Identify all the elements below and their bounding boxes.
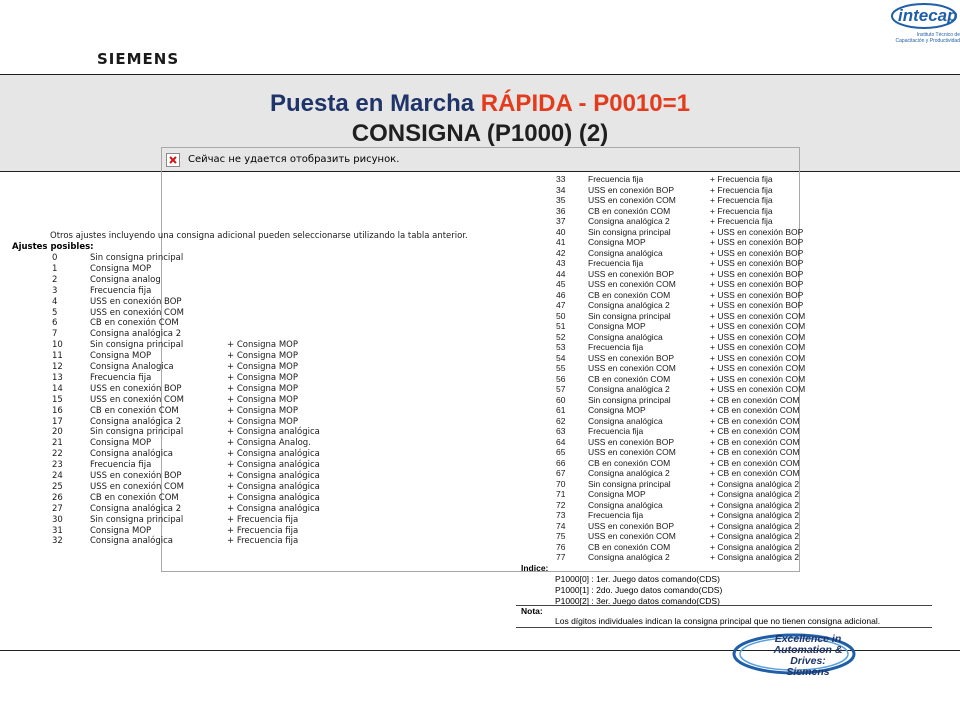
row-num: 57 [556,384,566,394]
row-extra: + Consigna MOP [227,372,298,383]
row-num: 54 [556,352,566,363]
row-extra: + USS en conexión COM [710,373,806,384]
excellence-line3: Siemens [786,666,830,678]
row-num: 3 [52,285,58,296]
row-desc: Sin consigna principal [588,394,671,405]
row-num: 36 [556,205,566,216]
row-desc: Frecuencia fija [90,460,152,471]
row-extra: + Consigna MOP [227,362,298,372]
siemens-logo: SIEMENS [97,50,180,68]
row-extra: + Frecuencia fija [227,525,299,536]
row-extra: + Consigna analógica [227,460,320,471]
row-extra: + CB en conexión COM [710,468,800,478]
row-num: 45 [556,279,566,289]
nota-divider-bottom [516,627,932,628]
row-num: 40 [556,226,566,237]
row-extra: + USS en conexión COM [710,363,806,373]
row-extra: + Consigna analógica 2 [710,552,800,562]
row-extra: + Frecuencia fija [227,514,299,525]
title-part2: RÁPIDA - P0010=1 [480,90,690,117]
row-num: 35 [556,195,566,205]
row-num: 51 [556,321,566,331]
row-extra: + USS en conexión BOP [710,247,804,258]
row-desc: Consigna MOP [90,438,152,449]
row-num: 44 [556,268,566,279]
row-num: 30 [52,514,63,525]
row-extra: + Consigna analógica 2 [710,489,800,499]
row-num: 24 [52,471,63,481]
row-num: 75 [556,531,566,541]
row-desc: Consigna analógica [588,415,663,426]
row-num: 53 [556,342,566,352]
row-extra: + CB en conexión COM [710,436,800,447]
row-desc: CB en conexión COM [90,492,179,503]
row-desc: CB en conexión COM [90,318,179,329]
row-extra: + USS en conexión COM [710,352,806,363]
row-extra: + Consigna MOP [227,405,298,416]
row-desc: Frecuencia fija [588,258,644,268]
row-desc: USS en conexión BOP [588,352,674,363]
row-num: 4 [52,296,58,307]
row-num: 33 [556,174,566,184]
row-desc: USS en conexión COM [588,279,676,289]
row-desc: USS en conexión BOP [588,520,674,531]
row-extra: + USS en conexión COM [710,331,806,342]
row-num: 27 [52,503,63,514]
row-extra: + Consigna MOP [227,383,298,394]
row-desc: USS en conexión COM [588,195,676,205]
row-num: 17 [52,416,63,427]
row-extra: + CB en conexión COM [710,394,800,405]
intecap-wordmark: intecap [898,6,958,25]
row-desc: Frecuencia fija [588,510,644,520]
intecap-logo [890,2,960,60]
row-desc: Consigna analógica 2 [90,416,182,427]
indice-item: P1000[0] : 1er. Juego datos comando(CDS) [555,574,720,584]
row-num: 20 [52,427,63,438]
row-extra: + Consigna MOP [227,394,298,405]
row-desc: CB en conexión COM [90,405,179,416]
row-extra: + Frecuencia fija [710,205,773,216]
row-num: 21 [52,438,63,449]
row-desc: USS en conexión COM [90,394,185,405]
row-extra: + USS en conexión BOP [710,237,804,247]
row-num: 65 [556,447,566,457]
row-num: 22 [52,449,63,460]
row-desc: Consigna analógica 2 [588,384,670,394]
row-desc: Consigna MOP [588,321,646,331]
row-desc: Consigna analógica 2 [90,503,182,514]
row-extra: + Frecuencia fija [710,174,773,184]
row-num: 71 [556,489,566,499]
row-num: 41 [556,237,566,247]
row-num: 67 [556,468,566,478]
row-num: 1 [52,263,58,274]
row-num: 42 [556,247,566,258]
row-desc: Consigna MOP [90,525,152,536]
row-desc: Consigna MOP [90,263,152,274]
row-desc: USS en conexión BOP [90,383,182,394]
row-extra: + USS en conexión BOP [710,268,804,279]
row-desc: Frecuencia fija [90,285,152,296]
row-desc: USS en conexión COM [90,307,185,318]
row-desc: USS en conexión BOP [588,436,674,447]
row-desc: USS en conexión BOP [588,268,674,279]
row-desc: Consigna analógica 2 [588,468,670,478]
row-extra: + Consigna MOP [227,340,298,351]
row-extra: + Consigna MOP [227,351,298,362]
row-desc: Consigna MOP [588,489,646,499]
row-desc: Consigna analógica [90,536,174,547]
row-num: 62 [556,415,566,426]
row-desc: Consigna analógica 2 [588,552,670,562]
row-desc: USS en conexión COM [588,531,676,541]
row-desc: CB en conexión COM [588,457,671,468]
row-desc: Sin consigna principal [90,514,184,525]
row-desc: Consigna analógica [90,449,174,460]
row-num: 15 [52,394,63,405]
row-desc: CB en conexión COM [588,289,671,300]
row-extra: + Consigna analógica 2 [710,541,800,552]
row-desc: Consigna MOP [588,237,646,247]
row-desc: CB en conexión COM [588,205,671,216]
row-extra: + Consigna analógica [227,471,320,481]
row-extra: + Consigna analógica 2 [710,478,800,489]
row-extra: + Frecuencia fija [710,195,773,205]
excellence-text [760,634,856,678]
row-extra: + CB en conexión COM [710,415,800,426]
row-num: 52 [556,331,566,342]
row-desc: Sin consigna principal [90,253,184,263]
row-extra: + CB en conexión COM [710,426,800,436]
row-extra: + Consigna analógica [227,427,320,438]
table-intro: Otros ajustes incluyendo una consigna adicional pueden seleccionarse utilizando la tabla anterior. [50,231,468,241]
row-desc: USS en conexión BOP [90,471,182,481]
row-num: 73 [556,510,566,520]
ajustes-label: Ajustes posibles: [12,242,94,252]
row-num: 72 [556,499,566,510]
row-extra: + Consigna Analog. [227,438,311,449]
slide-subtitle: CONSIGNA (P1000) (2) [351,120,609,147]
row-num: 56 [556,373,566,384]
row-extra: + Consigna analógica [227,481,320,492]
row-num: 31 [52,525,63,536]
excellence-logo [728,632,858,676]
row-num: 23 [52,460,63,471]
row-extra: + Consigna analógica 2 [710,510,800,520]
row-desc: Sin consigna principal [588,310,671,321]
excellence-line2: Automation & Drives: [773,644,843,667]
row-extra: + USS en conexión COM [710,321,806,331]
row-desc: Consigna MOP [90,351,152,362]
row-extra: + Consigna analógica 2 [710,499,800,510]
row-desc: Consigna analógica [588,247,663,258]
row-extra: + Consigna analógica 2 [710,520,800,531]
nota-divider-top [516,605,932,606]
row-num: 7 [52,329,58,340]
row-desc: Consigna analógica [588,331,663,342]
row-num: 0 [52,253,58,263]
row-extra: + USS en conexión BOP [710,300,804,310]
row-num: 77 [556,552,566,562]
row-desc: Consigna analógica 2 [588,300,670,310]
row-extra: + CB en conexión COM [710,405,800,415]
row-extra: + USS en conexión COM [710,342,806,352]
row-num: 64 [556,436,566,447]
row-num: 14 [52,383,63,394]
row-desc: Consigna Analogica [90,362,174,372]
row-num: 25 [52,481,63,492]
row-desc: Frecuencia fija [588,342,644,352]
row-desc: Sin consigna principal [90,427,184,438]
row-extra: + USS en conexión BOP [710,289,804,300]
row-num: 46 [556,289,566,300]
intecap-subtitle: Instituto Técnico de Capacitación y Productividad [895,32,960,44]
row-desc: Consigna analógica 2 [588,216,670,226]
row-num: 26 [52,492,63,503]
indice-item: P1000[2] : 3er. Juego datos comando(CDS) [555,596,720,606]
row-extra: + Consigna analógica [227,503,320,514]
row-extra: + USS en conexión BOP [710,279,804,289]
row-extra: + Frecuencia fija [227,536,299,547]
row-desc: USS en conexión COM [588,363,676,373]
row-desc: Frecuencia fija [90,372,152,383]
row-desc: USS en conexión BOP [588,184,674,195]
row-extra: + USS en conexión BOP [710,258,804,268]
row-desc: CB en conexión COM [588,541,671,552]
row-desc: CB en conexión COM [588,373,671,384]
row-desc: Consigna MOP [588,405,646,415]
row-num: 63 [556,426,566,436]
row-num: 60 [556,394,566,405]
row-num: 5 [52,307,58,318]
indice-label: Indice: [521,563,549,573]
row-extra: + CB en conexión COM [710,447,800,457]
row-desc: Frecuencia fija [588,426,644,436]
nota-text: Los dígitos individuales indican la consigna principal que no tienen consigna adicional. [555,616,881,626]
row-num: 47 [556,300,566,310]
row-num: 11 [52,351,63,362]
row-num: 66 [556,457,566,468]
row-extra: + Frecuencia fija [710,184,773,195]
broken-image-text: Сейчас не удается отобразить рисунок. [188,154,400,165]
slide-title [0,90,960,118]
row-num: 74 [556,520,566,531]
row-num: 61 [556,405,566,415]
row-num: 32 [52,536,63,547]
row-num: 13 [52,372,63,383]
row-extra: + CB en conexión COM [710,457,800,468]
row-num: 16 [52,405,63,416]
row-desc: Sin consigna principal [90,340,184,351]
row-num: 55 [556,363,566,373]
row-desc: USS en conexión COM [90,481,185,492]
row-extra: + Consigna MOP [227,416,298,427]
row-desc: USS en conexión BOP [90,296,182,307]
title-part1: Puesta en Marcha [270,90,481,117]
row-extra: + USS en conexión BOP [710,226,804,237]
row-num: 43 [556,258,566,268]
nota-label: Nota: [521,606,543,616]
row-num: 76 [556,541,566,552]
row-num: 12 [52,362,63,372]
row-extra: + Consigna analógica [227,492,320,503]
row-num: 37 [556,216,566,226]
row-num: 50 [556,310,566,321]
row-desc: Consigna analógica [588,499,663,510]
row-extra: + Consigna analógica [227,449,320,460]
row-desc: Sin consigna principal [588,478,671,489]
row-extra: + Frecuencia fija [710,216,773,226]
row-desc: USS en conexión COM [588,447,676,457]
row-num: 70 [556,478,566,489]
row-desc: Frecuencia fija [588,174,644,184]
row-num: 2 [52,274,58,285]
row-num: 6 [52,318,58,329]
row-extra: + Consigna analógica 2 [710,531,800,541]
broken-image-icon [166,153,180,167]
row-num: 34 [556,184,566,195]
row-desc: Consigna analog [90,274,161,285]
indice-item: P1000[1] : 2do. Juego datos comando(CDS) [555,585,723,595]
row-extra: + USS en conexión COM [710,384,806,394]
row-num: 10 [52,340,63,351]
excellence-line1: Excellence in [774,633,842,645]
row-desc: Sin consigna principal [588,226,671,237]
row-extra: + USS en conexión COM [710,310,806,321]
row-desc: Consigna analógica 2 [90,329,182,340]
